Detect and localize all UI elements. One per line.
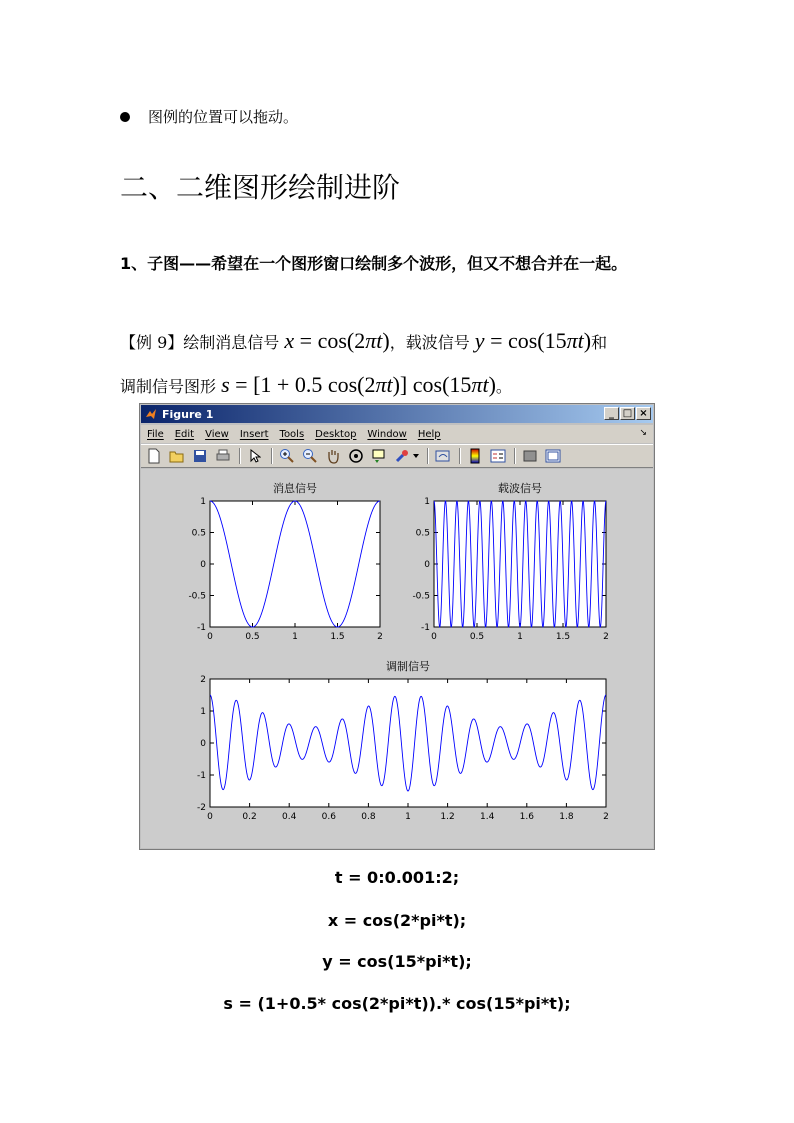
bullet-dot-icon xyxy=(120,112,130,122)
x-tick-label: 1.8 xyxy=(559,812,574,822)
y-tick-label: -1 xyxy=(197,623,206,633)
save-icon[interactable] xyxy=(191,447,209,465)
link-icon[interactable] xyxy=(434,447,452,465)
x-tick-label: 2 xyxy=(603,632,609,642)
subplot-canvas xyxy=(141,469,655,849)
bullet-item xyxy=(120,106,298,127)
legend-icon[interactable] xyxy=(489,447,507,465)
rotate-3d-icon[interactable] xyxy=(347,447,365,465)
open-folder-icon[interactable] xyxy=(168,447,186,465)
figure-titlebar[interactable] xyxy=(141,405,653,423)
menu-file[interactable]: File xyxy=(147,428,164,440)
code-line-4: s = (1+0.5* cos(2*pi*t)).* cos(15*pi*t); xyxy=(223,994,571,1013)
example-text-5: 。 xyxy=(495,377,512,396)
menu-window[interactable]: Window xyxy=(367,428,407,440)
x-tick-label: 0.6 xyxy=(321,812,336,822)
y-tick-label: 1 xyxy=(424,497,430,507)
toolbar-separator xyxy=(271,448,273,464)
x-tick-label: 0.4 xyxy=(282,812,297,822)
y-tick-label: 1 xyxy=(200,707,206,717)
y-tick-label: 0 xyxy=(424,560,430,570)
figure-toolbar xyxy=(141,444,653,468)
y-tick-label: 0.5 xyxy=(415,528,430,539)
code-line-2: x = cos(2*pi*t); xyxy=(327,911,467,930)
hide-plot-tools-icon[interactable] xyxy=(521,447,539,465)
y-tick-label: 1 xyxy=(200,497,206,507)
print-icon[interactable] xyxy=(214,447,232,465)
y-tick-label: 2 xyxy=(200,675,206,685)
menu-desktop[interactable]: Desktop xyxy=(315,428,357,440)
show-plot-tools-icon[interactable] xyxy=(544,447,562,465)
y-tick-label: -1 xyxy=(197,771,206,781)
code-line-1: t = 0:0.001:2; xyxy=(334,868,460,887)
menu-help[interactable]: Help xyxy=(417,428,441,440)
minimize-button[interactable]: _ xyxy=(604,407,619,420)
subplot-axes-1 xyxy=(210,501,380,627)
formula-message: x = cos(2πt) xyxy=(284,328,390,353)
zoom-in-icon[interactable] xyxy=(278,447,296,465)
figure-window xyxy=(139,403,655,850)
matlab-logo-icon xyxy=(145,408,157,420)
menu-edit[interactable]: Edit xyxy=(174,428,195,440)
x-tick-label: 1.4 xyxy=(480,812,495,822)
section-heading: 二、二维图形绘制进阶 xyxy=(120,171,401,204)
figure-title: Figure 1 xyxy=(162,407,214,421)
item-1-text: 1、子图——希望在一个图形窗口绘制多个波形，但又不想合并在一起。 xyxy=(120,254,628,273)
formula-modulated: s = [1 + 0.5 cos(2πt)] cos(15πt) xyxy=(221,372,496,397)
x-tick-label: 0.2 xyxy=(242,812,257,822)
pan-hand-icon[interactable] xyxy=(324,447,342,465)
maximize-button[interactable]: □ xyxy=(620,407,635,420)
menu-bar xyxy=(141,425,653,443)
example-paragraph xyxy=(120,320,690,408)
plot-area xyxy=(141,469,653,848)
y-tick-label: 0 xyxy=(200,739,206,749)
brush-dropdown-icon[interactable] xyxy=(412,447,420,465)
new-file-icon[interactable] xyxy=(145,447,163,465)
x-tick-label: 1.5 xyxy=(555,632,571,642)
x-tick-label: 1.2 xyxy=(440,812,455,822)
x-tick-label: 0 xyxy=(207,812,213,822)
y-tick-label: -1 xyxy=(421,623,430,633)
subplot-title-1: 消息信号 xyxy=(273,482,317,495)
dock-arrow-icon[interactable]: ↘ xyxy=(639,428,647,438)
toolbar-separator xyxy=(239,448,241,464)
x-tick-label: 1.6 xyxy=(519,812,534,822)
toolbar-separator xyxy=(514,448,516,464)
pointer-icon[interactable] xyxy=(246,447,264,465)
y-tick-label: 0.5 xyxy=(191,528,206,539)
example-text-1: 绘制消息信号 xyxy=(183,333,280,352)
subplot-title-3: 调制信号 xyxy=(386,660,430,673)
close-button[interactable]: × xyxy=(636,407,651,420)
example-text-4: 调制信号图形 xyxy=(120,377,217,396)
x-tick-label: 1 xyxy=(292,632,298,642)
menu-insert[interactable]: Insert xyxy=(239,428,269,440)
y-tick-label: -2 xyxy=(197,803,206,813)
formula-carrier: y = cos(15πt) xyxy=(474,328,592,353)
x-tick-label: 1 xyxy=(517,632,523,642)
example-text-2: ，载波信号 xyxy=(389,333,470,352)
x-tick-label: 0.5 xyxy=(469,632,485,642)
data-cursor-icon[interactable] xyxy=(370,447,388,465)
x-tick-label: 0 xyxy=(207,632,213,642)
menu-view[interactable]: View xyxy=(205,428,229,440)
toolbar-separator xyxy=(427,448,429,464)
y-tick-label: 0 xyxy=(200,560,206,570)
example-text-3: 和 xyxy=(591,333,608,352)
colorbar-icon[interactable] xyxy=(466,447,484,465)
menu-tools[interactable]: Tools xyxy=(279,428,305,440)
toolbar-separator xyxy=(459,448,461,464)
x-tick-label: 1.5 xyxy=(330,632,345,642)
x-tick-label: 0.5 xyxy=(245,632,260,642)
brush-icon[interactable] xyxy=(393,447,411,465)
x-tick-label: 2 xyxy=(377,632,383,642)
subplot-title-2: 载波信号 xyxy=(498,482,542,495)
x-tick-label: 1 xyxy=(405,812,411,822)
y-tick-label: -0.5 xyxy=(412,591,430,602)
zoom-out-icon[interactable] xyxy=(301,447,319,465)
code-line-3: y = cos(15*pi*t); xyxy=(322,952,472,971)
x-tick-label: 0 xyxy=(431,632,437,642)
x-tick-label: 0.8 xyxy=(361,812,376,822)
x-tick-label: 2 xyxy=(603,812,609,822)
y-tick-label: -0.5 xyxy=(188,591,206,602)
bullet-text: 图例的位置可以拖动。 xyxy=(148,108,299,126)
example-tag: 【例 9】 xyxy=(120,333,184,352)
